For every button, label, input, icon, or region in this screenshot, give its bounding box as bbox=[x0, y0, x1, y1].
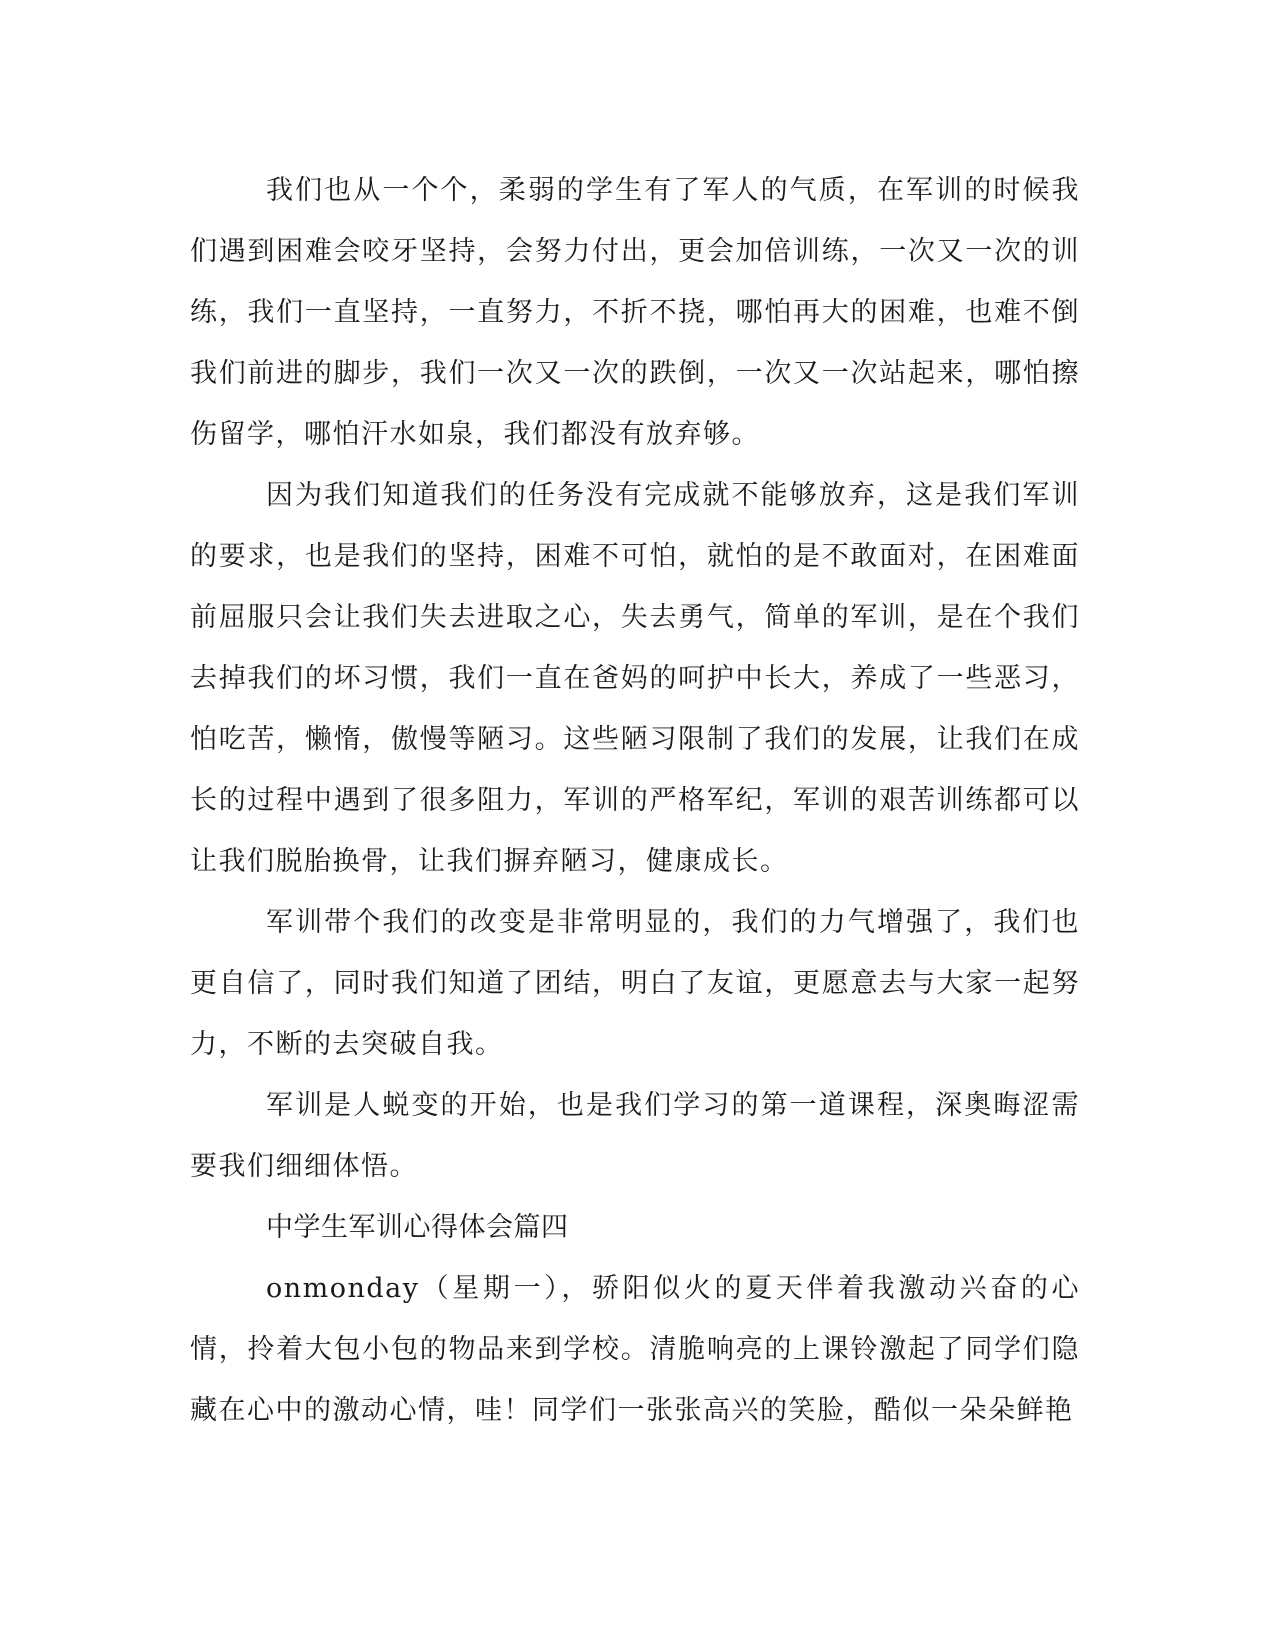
paragraph-1: 我们也从一个个，柔弱的学生有了军人的气质，在军训的时候我们遇到困难会咬牙坚持，会努力付出，更会加倍训练，一次又一次的训练，我们一直坚持，一直努力，不折不挠，哪怕再大的困难，也难不倒我们前进的脚步，我们一次又一次的跌倒，一次又一次站起来，哪怕擦伤留学，哪怕汗水如泉，我们都没有放弃够。 bbox=[190, 175, 1080, 450]
paragraph-5: onmonday（星期一），骄阳似火的夏天伴着我激动兴奋的心情，拎着大包小包的物品来到学校。清脆响亮的上课铃激起了同学们隐藏在心中的激动心情，哇！同学们一张张高兴的笑脸，酷似一朵朵鲜艳 bbox=[190, 1273, 1080, 1426]
paragraph-4: 军训是人蜕变的开始，也是我们学习的第一道课程，深奥晦涩需要我们细细体悟。 bbox=[190, 1090, 1080, 1182]
paragraph-2: 因为我们知道我们的任务没有完成就不能够放弃，这是我们军训的要求，也是我们的坚持，困难不可怕，就怕的是不敢面对，在困难面前屈服只会让我们失去进取之心，失去勇气，简单的军训，是在个我们去掉我们的坏习惯，我们一直在爸妈的呵护中长大，养成了一些恶习，怕吃苦，懒惰，傲慢等陋习。这些陋习限制了我们的发展，让我们在成长的过程中遇到了很多阻力，军训的严格军纪，军训的艰苦训练都可以让我们脱胎换骨，让我们摒弃陋习，健康成长。 bbox=[190, 480, 1080, 877]
paragraph-3: 军训带个我们的改变是非常明显的，我们的力气增强了，我们也更自信了，同时我们知道了团结，明白了友谊，更愿意去与大家一起努力，不断的去突破自我。 bbox=[190, 907, 1080, 1060]
document-body bbox=[190, 160, 1080, 1441]
section-heading: 中学生军训心得体会篇四 bbox=[266, 1212, 569, 1243]
